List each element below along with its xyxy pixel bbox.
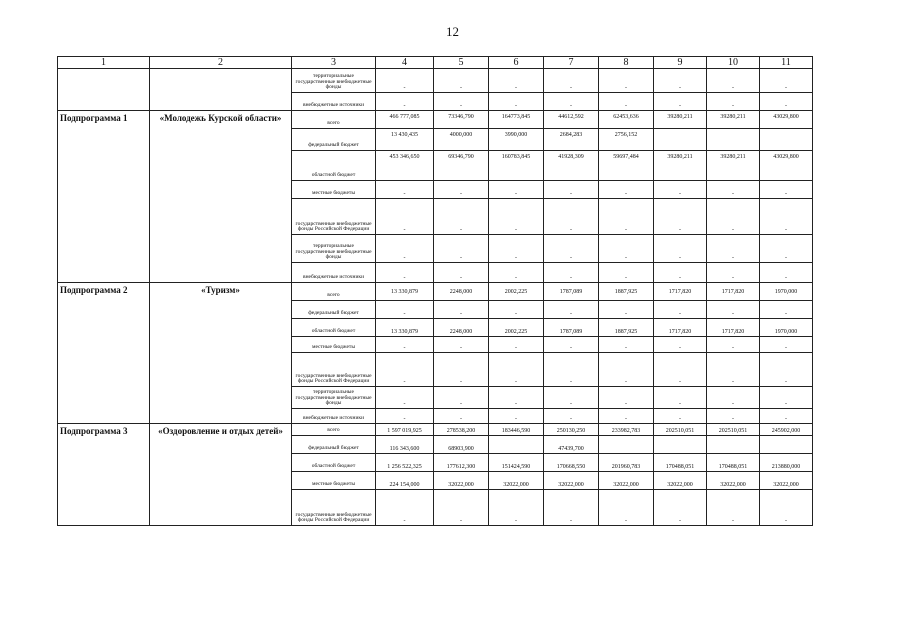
value-cell: - <box>654 235 707 263</box>
value-cell: 233982,783 <box>599 424 654 436</box>
value-cell: 43029,800 <box>760 151 813 181</box>
value-cell: - <box>760 490 813 526</box>
subprogram-name: «Молодежь Курской области» <box>150 111 292 283</box>
value-cell: 201960,783 <box>599 454 654 472</box>
value-cell: - <box>489 301 544 319</box>
funding-source: внебюджетные источники <box>292 263 376 283</box>
column-header: 3 <box>292 57 376 69</box>
column-header: 7 <box>544 57 599 69</box>
value-cell: 1970,000 <box>760 319 813 337</box>
value-cell <box>760 129 813 151</box>
value-cell: - <box>760 263 813 283</box>
value-cell: - <box>760 235 813 263</box>
value-cell: - <box>654 409 707 424</box>
value-cell: 250130,250 <box>544 424 599 436</box>
value-cell: 32022,000 <box>434 472 489 490</box>
value-cell: - <box>654 199 707 235</box>
subprogram-label: Подпрограмма 3 <box>58 424 150 526</box>
value-cell: 13 330,879 <box>376 283 434 301</box>
column-header: 5 <box>434 57 489 69</box>
funding-source: внебюджетные источники <box>292 409 376 424</box>
value-cell: - <box>654 181 707 199</box>
value-cell: 1787,089 <box>544 319 599 337</box>
value-cell <box>599 436 654 454</box>
value-cell: - <box>544 409 599 424</box>
value-cell: 1717,820 <box>707 319 760 337</box>
value-cell: - <box>376 93 434 111</box>
blank-cell <box>58 69 150 111</box>
value-cell: 183446,590 <box>489 424 544 436</box>
value-cell: - <box>544 263 599 283</box>
value-cell: - <box>707 69 760 93</box>
value-cell: - <box>599 93 654 111</box>
column-header: 9 <box>654 57 707 69</box>
value-cell: - <box>544 337 599 353</box>
subprogram-name: «Туризм» <box>150 283 292 424</box>
value-cell: - <box>760 69 813 93</box>
funding-source: всего <box>292 111 376 129</box>
value-cell: - <box>760 337 813 353</box>
value-cell: - <box>599 301 654 319</box>
funding-source: территориальные государственные внебюджетные фонды <box>292 387 376 409</box>
value-cell: - <box>599 353 654 387</box>
value-cell: - <box>760 353 813 387</box>
value-cell: 116 343,600 <box>376 436 434 454</box>
value-cell: - <box>376 409 434 424</box>
value-cell: - <box>760 181 813 199</box>
value-cell: - <box>489 387 544 409</box>
value-cell: - <box>654 93 707 111</box>
value-cell: - <box>599 490 654 526</box>
value-cell: - <box>544 301 599 319</box>
value-cell: - <box>599 181 654 199</box>
value-cell: - <box>376 387 434 409</box>
value-cell: - <box>707 337 760 353</box>
value-cell <box>760 436 813 454</box>
column-header: 6 <box>489 57 544 69</box>
value-cell: 1717,820 <box>707 283 760 301</box>
value-cell: - <box>434 337 489 353</box>
value-cell <box>489 436 544 454</box>
value-cell: 2002,225 <box>489 319 544 337</box>
column-header: 4 <box>376 57 434 69</box>
value-cell: - <box>544 353 599 387</box>
value-cell: 32022,000 <box>599 472 654 490</box>
value-cell: 170668,550 <box>544 454 599 472</box>
value-cell <box>654 436 707 454</box>
value-cell: - <box>654 263 707 283</box>
value-cell: 13 430,435 <box>376 129 434 151</box>
funding-source: государственные внебюджетные фонды Российской Федерации <box>292 199 376 235</box>
value-cell: 1887,925 <box>599 283 654 301</box>
value-cell: 62453,636 <box>599 111 654 129</box>
value-cell: 2248,000 <box>434 319 489 337</box>
table-row <box>58 424 813 436</box>
value-cell: - <box>434 263 489 283</box>
value-cell: - <box>544 387 599 409</box>
value-cell: - <box>707 199 760 235</box>
value-cell: 1970,000 <box>760 283 813 301</box>
value-cell: - <box>434 199 489 235</box>
value-cell: - <box>434 353 489 387</box>
value-cell: 32022,000 <box>489 472 544 490</box>
value-cell: - <box>489 337 544 353</box>
value-cell: 41928,309 <box>544 151 599 181</box>
value-cell: - <box>707 490 760 526</box>
funding-source: внебюджетные источники <box>292 93 376 111</box>
value-cell: 170488,051 <box>707 454 760 472</box>
value-cell: 69346,790 <box>434 151 489 181</box>
table-row <box>58 69 813 93</box>
value-cell: - <box>489 93 544 111</box>
funding-source: местные бюджеты <box>292 181 376 199</box>
value-cell: - <box>599 69 654 93</box>
value-cell: - <box>599 199 654 235</box>
table-row <box>58 111 813 129</box>
value-cell: 32022,000 <box>707 472 760 490</box>
value-cell: 160783,845 <box>489 151 544 181</box>
value-cell: - <box>707 181 760 199</box>
value-cell: 177612,300 <box>434 454 489 472</box>
value-cell: - <box>434 181 489 199</box>
value-cell: 3990,000 <box>489 129 544 151</box>
value-cell: - <box>544 490 599 526</box>
value-cell: - <box>599 387 654 409</box>
value-cell: 4000,000 <box>434 129 489 151</box>
value-cell: - <box>376 69 434 93</box>
value-cell: - <box>599 235 654 263</box>
table-row <box>58 283 813 301</box>
value-cell: - <box>434 387 489 409</box>
value-cell: 466 777,085 <box>376 111 434 129</box>
column-header: 2 <box>150 57 292 69</box>
value-cell: 213880,000 <box>760 454 813 472</box>
value-cell: 1717,820 <box>654 283 707 301</box>
value-cell: 278538,200 <box>434 424 489 436</box>
value-cell: 453 346,650 <box>376 151 434 181</box>
value-cell: - <box>376 490 434 526</box>
funding-source: федеральный бюджет <box>292 436 376 454</box>
value-cell: - <box>599 337 654 353</box>
value-cell: 1717,820 <box>654 319 707 337</box>
value-cell: - <box>544 69 599 93</box>
value-cell: - <box>707 353 760 387</box>
value-cell: - <box>489 409 544 424</box>
value-cell <box>707 436 760 454</box>
value-cell: - <box>489 69 544 93</box>
column-header: 11 <box>760 57 813 69</box>
value-cell: 73346,790 <box>434 111 489 129</box>
subprogram-name: «Оздоровление и отдых детей» <box>150 424 292 526</box>
value-cell: - <box>376 337 434 353</box>
value-cell: - <box>654 337 707 353</box>
value-cell: - <box>599 263 654 283</box>
value-cell: 32022,000 <box>760 472 813 490</box>
funding-source: областной бюджет <box>292 319 376 337</box>
value-cell: - <box>707 235 760 263</box>
value-cell: - <box>707 93 760 111</box>
value-cell: 224 154,000 <box>376 472 434 490</box>
value-cell: 13 330,879 <box>376 319 434 337</box>
value-cell: 44612,592 <box>544 111 599 129</box>
value-cell: - <box>654 387 707 409</box>
value-cell: 170488,051 <box>654 454 707 472</box>
value-cell: - <box>760 199 813 235</box>
subprogram-label: Подпрограмма 1 <box>58 111 150 283</box>
value-cell: - <box>489 181 544 199</box>
funding-source: федеральный бюджет <box>292 129 376 151</box>
column-header: 1 <box>58 57 150 69</box>
value-cell: - <box>544 93 599 111</box>
column-header: 10 <box>707 57 760 69</box>
funding-source: территориальные государственные внебюджетные фонды <box>292 235 376 263</box>
value-cell: - <box>654 490 707 526</box>
value-cell: - <box>376 263 434 283</box>
funding-source: местные бюджеты <box>292 337 376 353</box>
value-cell: 32022,000 <box>654 472 707 490</box>
value-cell: 2248,000 <box>434 283 489 301</box>
funding-source: федеральный бюджет <box>292 301 376 319</box>
value-cell: - <box>376 181 434 199</box>
value-cell: - <box>599 409 654 424</box>
value-cell: - <box>707 263 760 283</box>
value-cell: 39280,211 <box>707 111 760 129</box>
value-cell: - <box>544 199 599 235</box>
value-cell: - <box>489 490 544 526</box>
value-cell: 1 256 522,325 <box>376 454 434 472</box>
value-cell: - <box>654 69 707 93</box>
value-cell: 2002,225 <box>489 283 544 301</box>
value-cell: - <box>760 387 813 409</box>
funding-source: территориальные государственные внебюджетные фонды <box>292 69 376 93</box>
value-cell: - <box>544 181 599 199</box>
value-cell: - <box>434 490 489 526</box>
value-cell: - <box>489 235 544 263</box>
funding-table <box>57 56 813 526</box>
value-cell: - <box>376 199 434 235</box>
value-cell: - <box>760 409 813 424</box>
value-cell: - <box>434 69 489 93</box>
value-cell: 151424,590 <box>489 454 544 472</box>
value-cell: 2684,283 <box>544 129 599 151</box>
funding-source: всего <box>292 283 376 301</box>
page-number: 12 <box>446 24 459 39</box>
value-cell: - <box>434 235 489 263</box>
value-cell: 43029,800 <box>760 111 813 129</box>
value-cell: - <box>707 301 760 319</box>
value-cell: - <box>489 263 544 283</box>
value-cell: - <box>376 301 434 319</box>
value-cell: - <box>707 387 760 409</box>
blank-cell <box>150 69 292 111</box>
value-cell <box>707 129 760 151</box>
value-cell: 202510,051 <box>654 424 707 436</box>
value-cell: 245902,000 <box>760 424 813 436</box>
value-cell: 47439,700 <box>544 436 599 454</box>
value-cell: - <box>376 353 434 387</box>
value-cell: 1887,925 <box>599 319 654 337</box>
value-cell: 164773,845 <box>489 111 544 129</box>
value-cell: - <box>489 353 544 387</box>
value-cell: - <box>544 235 599 263</box>
value-cell: - <box>434 409 489 424</box>
funding-source: местные бюджеты <box>292 472 376 490</box>
value-cell: 68903,900 <box>434 436 489 454</box>
value-cell: 1 597 019,925 <box>376 424 434 436</box>
value-cell: - <box>707 409 760 424</box>
value-cell: 202510,051 <box>707 424 760 436</box>
value-cell: - <box>760 301 813 319</box>
value-cell: 32022,000 <box>544 472 599 490</box>
value-cell: - <box>434 301 489 319</box>
funding-source: всего <box>292 424 376 436</box>
value-cell: 1787,089 <box>544 283 599 301</box>
value-cell: - <box>654 353 707 387</box>
value-cell: - <box>654 301 707 319</box>
value-cell: 59697,484 <box>599 151 654 181</box>
funding-source: государственные внебюджетные фонды Российской Федерации <box>292 490 376 526</box>
value-cell <box>654 129 707 151</box>
value-cell: - <box>434 93 489 111</box>
funding-source: областной бюджет <box>292 454 376 472</box>
funding-source: областной бюджет <box>292 151 376 181</box>
funding-source: государственные внебюджетные фонды Российской Федерации <box>292 353 376 387</box>
header-row <box>58 57 813 69</box>
value-cell: - <box>376 235 434 263</box>
value-cell: - <box>760 93 813 111</box>
value-cell: 39280,211 <box>654 111 707 129</box>
subprogram-label: Подпрограмма 2 <box>58 283 150 424</box>
value-cell: 39280,211 <box>654 151 707 181</box>
column-header: 8 <box>599 57 654 69</box>
value-cell: 2756,152 <box>599 129 654 151</box>
value-cell: - <box>489 199 544 235</box>
value-cell: 39280,211 <box>707 151 760 181</box>
